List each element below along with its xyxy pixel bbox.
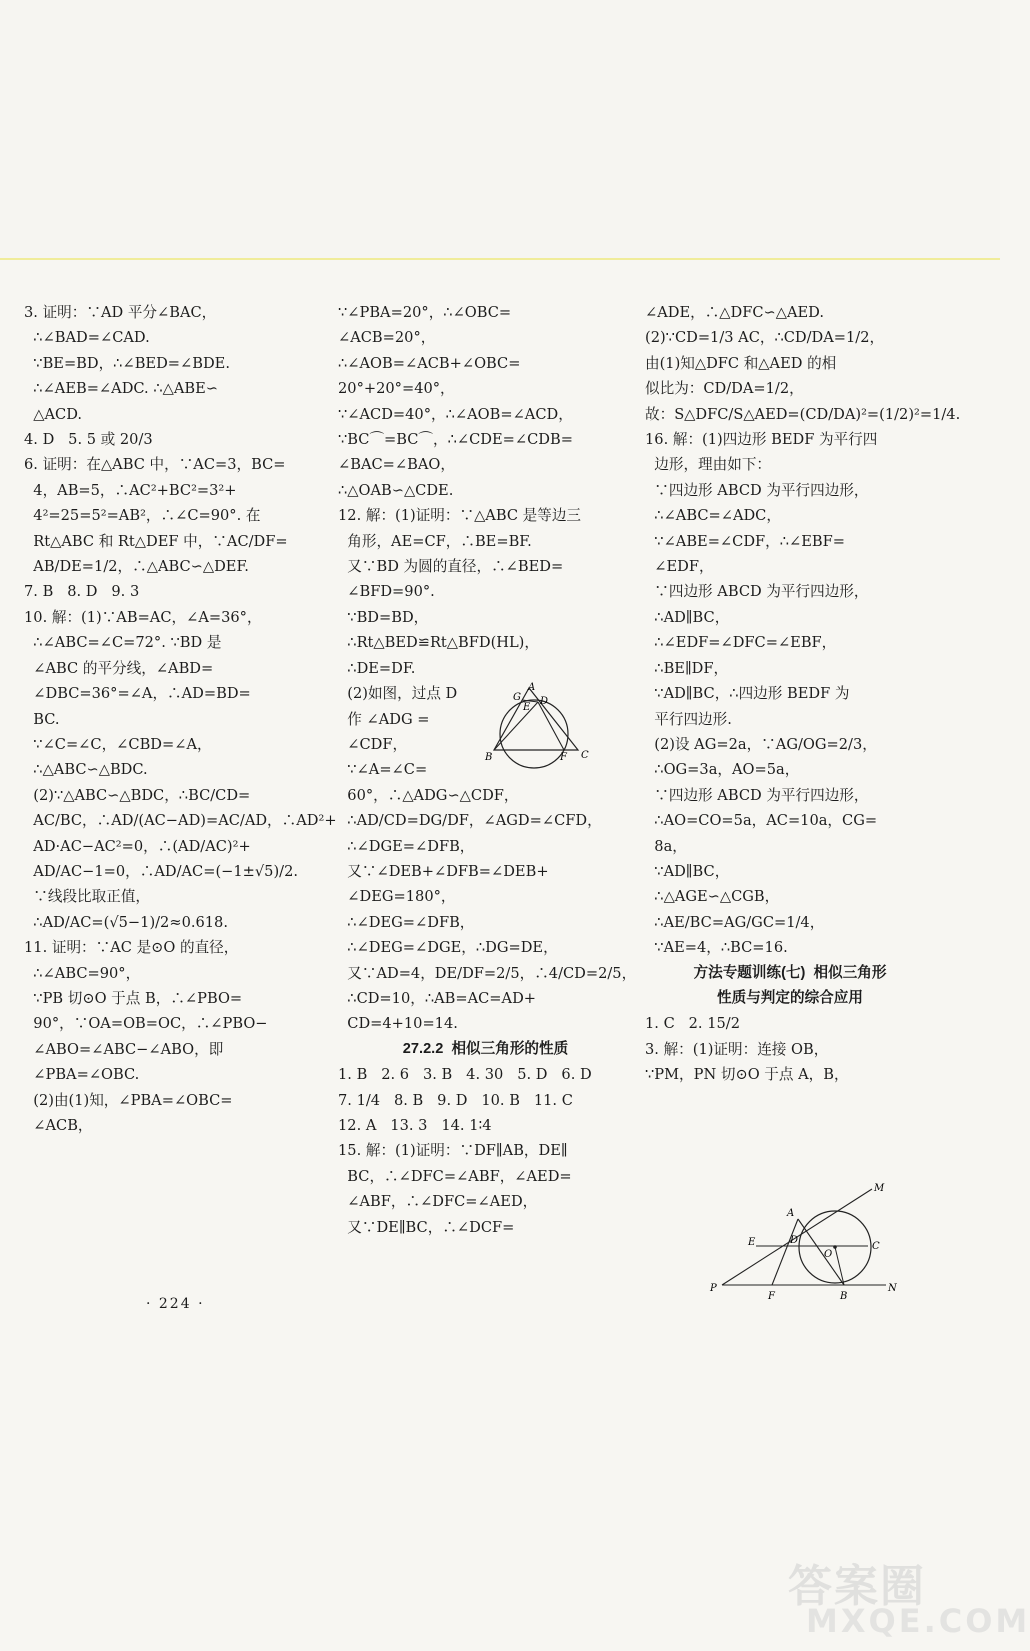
right-column-line: ∵四边形 ABCD 为平行四边形，: [645, 583, 869, 601]
right-column-line: ∴∠ABC=∠ADC，: [645, 507, 781, 525]
watermark-logo: [788, 1550, 1030, 1642]
middle-column-line: ∠ACB=20°，: [338, 329, 436, 347]
left-column-line: ∠PBA=∠OBC.: [24, 1066, 140, 1084]
left-column-line: (2)∵△ABC∽△BDC，∴BC/CD=: [24, 786, 251, 804]
fig2-label-b: B: [840, 1291, 848, 1302]
section-heading: 27.2.2 相似三角形的性质: [402, 1040, 569, 1057]
middle-column-line: ∠BFD=90°.: [338, 583, 435, 601]
right-column-line: ∴AO=CO=5a，AC=10a，CG=: [645, 812, 878, 830]
middle-column-line: 又∵∠DEB+∠DFB=∠DEB+: [338, 862, 549, 880]
middle-column-line: ∵BC⌒=BC⌒，∴∠CDE=∠CDB=: [338, 431, 573, 449]
fig1-label-b: B: [485, 752, 493, 763]
section-heading: 方法专题训练(七) 相似三角形: [693, 964, 887, 981]
middle-column-line: ∴Rt△BED≌Rt△BFD(HL)，: [338, 634, 539, 652]
left-column-line: 10. 解：(1)∵AB=AC，∠A=36°，: [24, 608, 262, 626]
fig2-label-d: D: [790, 1235, 799, 1246]
left-column-line: △ACD.: [24, 405, 83, 423]
left-column-line: 4. D 5. 5 或 20/3: [24, 431, 153, 449]
right-column-line: ∴△AGE∽△CGB，: [645, 888, 780, 906]
right-column-line: ∴AE/BC=AG/GC=1/4，: [645, 913, 825, 931]
middle-column-line: 20°+20°=40°，: [338, 380, 455, 398]
right-column-line: ∵四边形 ABCD 为平行四边形，: [645, 481, 869, 499]
fig1-label-a: A: [528, 682, 536, 693]
middle-column-line: 又∵AD=4，DE/DF=2/5，∴4/CD=2/5，: [338, 964, 637, 982]
left-column-line: AC/BC，∴AD/(AC−AD)=AC/AD，∴AD²+: [24, 812, 337, 830]
middle-column-line: ∴AD/CD=DG/DF，∠AGD=∠CFD，: [338, 812, 602, 830]
blank-top-area: [0, 0, 1000, 258]
fig1-label-f: F: [560, 752, 567, 763]
left-column-line: ∴∠AEB=∠ADC. ∴△ABE∽: [24, 380, 218, 398]
middle-column-line: ∴∠DGE=∠DFB，: [338, 837, 475, 855]
middle-column-line: 角形，AE=CF，∴BE=BF.: [338, 532, 532, 550]
middle-column-line: 1. B 2. 6 3. B 4. 30 5. D 6. D: [338, 1066, 592, 1084]
left-column-line: ∠ACB，: [24, 1117, 93, 1134]
middle-column-line: 又∵DE∥BC，∴∠DCF=: [338, 1218, 515, 1236]
middle-column-line: 15. 解：(1)证明：∵DF∥AB，DE∥: [338, 1142, 568, 1160]
left-column-line: 3. 证明：∵AD 平分∠BAC，: [24, 304, 217, 321]
figure-tangent-circle: [710, 1183, 900, 1313]
right-column-line: 8a，: [645, 837, 687, 855]
left-column-line: 4，AB=5，∴AC²+BC²=3²+: [24, 481, 237, 499]
figure-circle-triangle: [478, 684, 598, 774]
middle-column-line: ∴∠DEG=∠DFB，: [338, 913, 475, 931]
right-column-line: 16. 解：(1)四边形 BEDF 为平行四: [645, 431, 878, 449]
section-heading: 性质与判定的综合应用: [717, 989, 863, 1006]
fig2-label-m: M: [874, 1183, 885, 1194]
right-column-line: ∵∠ABE=∠CDF，∴∠EBF=: [645, 532, 845, 550]
middle-column-line: 12. A 13. 3 14. 1∶4: [338, 1117, 492, 1134]
right-column-line: (2)设 AG=2a，∵AG/OG=2/3，: [645, 735, 877, 753]
right-column-line: ∵四边形 ABCD 为平行四边形，: [645, 786, 869, 804]
middle-column-line: (2)如图，过点 D: [338, 685, 458, 703]
fig2-label-f: F: [768, 1291, 775, 1302]
right-column-line: ∵AD∥BC，∴四边形 BEDF 为: [645, 685, 850, 703]
right-column-line: 3. 解：(1)证明：连接 OB，: [645, 1040, 829, 1058]
right-column-line: ∵AE=4，∴BC=16.: [645, 939, 788, 957]
right-column-line: 1. C 2. 15/2: [645, 1015, 740, 1033]
right-column-line: ∠EDF，: [645, 558, 714, 576]
middle-column-line: ∵∠ACD=40°，∴∠AOB=∠ACD，: [338, 405, 573, 423]
middle-column-line: CD=4+10=14.: [338, 1015, 458, 1033]
right-column-line: ∴BE∥DF，: [645, 659, 729, 677]
right-column-line: 平行四边形.: [645, 710, 732, 728]
left-column: [24, 300, 337, 1138]
right-column-line: ∵PM，PN 切⊙O 于点 A，B，: [645, 1066, 849, 1084]
left-column-line: ∠ABC 的平分线，∠ABD=: [24, 659, 214, 677]
left-column-line: ∴∠ABC=90°，: [24, 964, 141, 982]
right-column-line: ∴AD∥BC，: [645, 608, 730, 626]
middle-column-line: ∵∠PBA=20°，∴∠OBC=: [338, 304, 512, 321]
middle-column-line: ∠BAC=∠BAO，: [338, 456, 455, 474]
middle-column-line: ∴DE=DF.: [338, 659, 416, 677]
fig1-label-e: E: [523, 702, 531, 713]
watermark-url: MXQE.COM: [806, 1602, 1030, 1640]
left-column-line: ∵线段比取正值，: [24, 888, 151, 906]
left-column-line: ∠DBC=36°=∠A，∴AD=BD=: [24, 685, 251, 703]
fig1-label-c: C: [581, 750, 589, 761]
right-column-line: 故：S△DFC/S△AED=(CD/DA)²=(1/2)²=1/4.: [645, 405, 961, 423]
left-column-line: 90°，∵OA=OB=OC，∴∠PBO−: [24, 1015, 268, 1033]
middle-column-line: ∴△OAB∽△CDE.: [338, 481, 454, 499]
right-column: [645, 300, 961, 1088]
left-column-line: 6. 证明：在△ABC 中，∵AC=3，BC=: [24, 456, 286, 474]
right-column-line: (2)∵CD=1/3 AC，∴CD/DA=1/2，: [645, 329, 885, 347]
fig2-label-p: P: [710, 1283, 717, 1294]
watermark-text: 答案圈: [788, 1561, 926, 1612]
middle-column-line: 7. 1/4 8. B 9. D 10. B 11. C: [338, 1091, 573, 1109]
fig2-label-n: N: [888, 1283, 897, 1294]
right-column-line: 由(1)知△DFC 和△AED 的相: [645, 354, 837, 372]
left-column-line: ∴△ABC∽△BDC.: [24, 761, 148, 779]
middle-column-line: ∠ABF，∴∠DFC=∠AED，: [338, 1193, 538, 1211]
left-column-line: ∵PB 切⊙O 于点 B，∴∠PBO=: [24, 989, 243, 1007]
fig2-label-a: A: [787, 1208, 795, 1219]
left-column-line: Rt△ABC 和 Rt△DEF 中，∵AC/DF=: [24, 532, 288, 550]
fig2-label-e: E: [748, 1237, 756, 1248]
right-column-line: ∵AD∥BC，: [645, 862, 730, 880]
middle-column-line: ∵BD=BD，: [338, 608, 429, 626]
left-column-line: 4²=25=5²=AB²，∴∠C=90°. 在: [24, 507, 261, 525]
left-column-line: 7. B 8. D 9. 3: [24, 583, 140, 601]
middle-column-line: ∴CD=10，∴AB=AC=AD+: [338, 989, 536, 1007]
middle-column-line: ∴∠AOB=∠ACB+∠OBC=: [338, 354, 521, 372]
middle-column-line: 12. 解：(1)证明：∵△ABC 是等边三: [338, 507, 582, 525]
left-column-line: AD/AC−1=0，∴AD/AC=(−1±√5)/2.: [24, 862, 298, 880]
left-column-line: ∴AD/AC=(√5−1)/2≈0.618.: [24, 913, 228, 931]
left-column-line: ∴∠ABC=∠C=72°. ∵BD 是: [24, 634, 222, 652]
middle-column-line: ∵∠A=∠C=: [338, 761, 428, 779]
fig1-label-g: G: [513, 692, 521, 703]
left-column-line: ∵∠C=∠C，∠CBD=∠A，: [24, 735, 212, 753]
right-column-line: ∴OG=3a，AO=5a，: [645, 761, 800, 779]
fig2-label-c: C: [872, 1241, 880, 1252]
fig1-label-d: D: [540, 696, 549, 707]
fig2-label-o: O: [824, 1249, 833, 1260]
left-column-line: ∴∠BAD=∠CAD.: [24, 329, 150, 347]
right-column-line: 边形，理由如下：: [645, 456, 772, 474]
left-column-line: 11. 证明：∵AC 是⊙O 的直径，: [24, 939, 239, 957]
left-column-line: ∵BE=BD，∴∠BED=∠BDE.: [24, 354, 230, 372]
middle-column-line: ∴∠DEG=∠DGE，∴DG=DE，: [338, 939, 558, 957]
left-column-line: BC.: [24, 710, 60, 728]
page-number: · 224 ·: [146, 1296, 205, 1312]
middle-column-line: 60°，∴△ADG∽△CDF，: [338, 786, 519, 804]
middle-column-line: ∠DEG=180°，: [338, 888, 456, 906]
middle-column-line: BC，∴∠DFC=∠ABF，∠AED=: [338, 1167, 572, 1185]
middle-column-line: ∠CDF，: [338, 735, 408, 753]
left-column-line: AD·AC−AC²=0，∴(AD/AC)²+: [24, 837, 251, 855]
header-rule: [0, 258, 1000, 260]
middle-column-line: 又∵BD 为圆的直径，∴∠BED=: [338, 558, 564, 576]
left-column-line: ∠ABO=∠ABC−∠ABO，即: [24, 1040, 224, 1058]
left-column-line: (2)由(1)知，∠PBA=∠OBC=: [24, 1091, 233, 1109]
right-column-line: 似比为：CD/DA=1/2，: [645, 380, 804, 398]
right-column-line: ∴∠EDF=∠DFC=∠EBF，: [645, 634, 837, 652]
right-column-line: ∠ADE，∴△DFC∽△AED.: [645, 304, 824, 321]
middle-column-line: 作 ∠ADG =: [338, 710, 430, 728]
left-column-line: AB/DE=1/2，∴△ABC∽△DEF.: [24, 558, 249, 576]
